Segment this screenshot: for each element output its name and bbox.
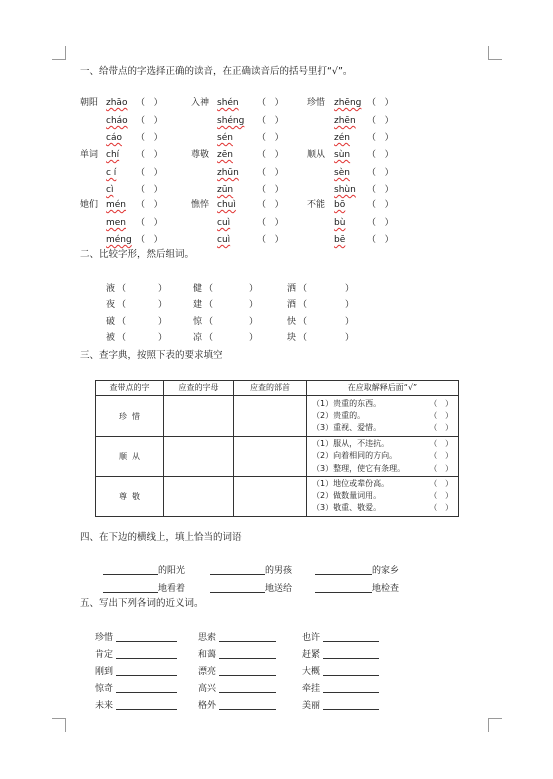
char-compare-item bbox=[106, 299, 168, 311]
answer-blank bbox=[219, 666, 276, 676]
reading-group-5 bbox=[191, 149, 284, 195]
pinyin-option: zūn bbox=[217, 185, 234, 195]
synonym-item bbox=[302, 649, 379, 661]
pinyin-option: chuì bbox=[217, 200, 236, 210]
answer-blank bbox=[116, 683, 177, 693]
char-compare-item bbox=[193, 283, 259, 295]
char-compare-item bbox=[287, 299, 355, 311]
pinyin-option: cuì bbox=[217, 235, 231, 245]
answer-blank bbox=[116, 666, 177, 676]
table-row bbox=[96, 437, 459, 477]
pinyin-option: sùn bbox=[334, 150, 351, 160]
char-compare-item bbox=[106, 283, 168, 295]
word-cell: 顺 从 bbox=[96, 437, 164, 477]
pinyin-option: zén bbox=[334, 133, 350, 143]
answer-parentheses: （ ） bbox=[257, 116, 284, 126]
header-lookup-radical: 应查的部首 bbox=[234, 381, 307, 396]
answer-parentheses: （ ） bbox=[257, 185, 284, 195]
close-paren: ） bbox=[158, 300, 168, 310]
answer-blank bbox=[116, 700, 177, 710]
open-paren: （ bbox=[117, 317, 127, 327]
pinyin-option: zhēn bbox=[334, 116, 356, 126]
source-word: 和蔼 bbox=[198, 650, 217, 660]
close-paren: ） bbox=[345, 317, 355, 327]
target-word: 单词 bbox=[80, 150, 99, 160]
pinyin-option: zhūn bbox=[217, 168, 239, 178]
phrase-suffix: 的家乡 bbox=[372, 566, 400, 576]
fill-phrase bbox=[103, 583, 185, 595]
pinyin-option-row bbox=[191, 167, 284, 179]
reading-group-4 bbox=[80, 149, 163, 195]
reading-group-2 bbox=[191, 97, 284, 143]
synonym-item bbox=[198, 632, 276, 644]
answer-blank bbox=[323, 683, 379, 693]
answer-parentheses: （ ） bbox=[429, 451, 453, 461]
answer-blank bbox=[103, 583, 158, 593]
table-row bbox=[96, 396, 459, 437]
answer-blank bbox=[219, 632, 276, 642]
synonym-item bbox=[302, 700, 379, 712]
meaning-text: （3）敬重、敬爱。 bbox=[312, 503, 382, 513]
answer-parentheses: （ ） bbox=[257, 168, 284, 178]
answer-parentheses: （ ） bbox=[136, 116, 163, 126]
character: 块 bbox=[287, 333, 297, 343]
pinyin-option: mén bbox=[106, 200, 127, 210]
meaning-line bbox=[312, 490, 453, 502]
answer-parentheses: （ ） bbox=[257, 150, 284, 160]
pinyin-option: sèn bbox=[334, 168, 350, 178]
target-word: 入神 bbox=[191, 98, 210, 108]
target-word: 顺从 bbox=[307, 150, 326, 160]
pinyin-option: zēn bbox=[217, 150, 233, 160]
answer-parentheses: （ ） bbox=[429, 439, 453, 448]
open-paren: （ bbox=[117, 333, 127, 343]
answer-parentheses: （ ） bbox=[367, 185, 394, 195]
open-paren: （ bbox=[204, 317, 214, 327]
char-compare-item bbox=[193, 299, 259, 311]
fill-phrase bbox=[210, 565, 292, 577]
close-paren: ） bbox=[249, 284, 259, 294]
dictionary-table bbox=[95, 380, 459, 517]
answer-parentheses: （ ） bbox=[367, 168, 394, 178]
reading-group-6 bbox=[307, 149, 394, 195]
character: 破 bbox=[106, 317, 116, 327]
target-word: 尊敬 bbox=[191, 150, 210, 160]
section-4-heading: 四、在下边的横线上，填上恰当的词语 bbox=[80, 532, 242, 543]
synonym-item bbox=[302, 683, 379, 695]
answer-blank bbox=[323, 649, 379, 659]
answer-parentheses: （ ） bbox=[136, 98, 163, 108]
section-3-heading: 三、查字典，按照下表的要求填空 bbox=[80, 350, 223, 361]
pinyin-option: zhēng bbox=[334, 98, 362, 108]
answer-blank bbox=[323, 700, 379, 710]
answer-parentheses: （ ） bbox=[257, 218, 284, 228]
answer-parentheses: （ ） bbox=[367, 200, 394, 210]
header-lookup-letter: 应查的字母 bbox=[164, 381, 234, 396]
answer-blank bbox=[219, 700, 276, 710]
synonym-item bbox=[302, 632, 379, 644]
reading-group-3 bbox=[307, 97, 394, 143]
answer-parentheses: （ ） bbox=[429, 410, 453, 420]
meaning-line bbox=[312, 398, 453, 410]
character: 凉 bbox=[193, 333, 203, 343]
pinyin-option-row bbox=[191, 132, 284, 144]
source-word: 漂亮 bbox=[198, 667, 217, 677]
pinyin-option-row bbox=[80, 234, 163, 246]
reading-group-1 bbox=[80, 97, 163, 143]
synonym-item bbox=[95, 683, 177, 695]
answer-parentheses: （ ） bbox=[136, 200, 163, 210]
char-compare-item bbox=[287, 283, 355, 295]
synonym-item bbox=[95, 632, 177, 644]
synonym-item bbox=[95, 666, 177, 678]
radical-answer-cell bbox=[234, 437, 307, 477]
char-compare-item bbox=[106, 332, 168, 344]
section-1-heading: 一、给带点的字选择正确的读音，在正确读音后的括号里打“√”。 bbox=[80, 66, 353, 77]
pinyin-option: sén bbox=[217, 133, 233, 143]
answer-blank bbox=[103, 565, 158, 575]
pinyin-option: men bbox=[106, 218, 127, 228]
table-header-row bbox=[96, 381, 459, 396]
char-compare-item bbox=[106, 316, 168, 328]
fill-phrase bbox=[210, 583, 292, 595]
reading-group-9 bbox=[307, 199, 394, 245]
synonym-item bbox=[198, 649, 276, 661]
pinyin-option: chí bbox=[106, 150, 120, 160]
pinyin-option: cáo bbox=[106, 133, 122, 143]
char-compare-item bbox=[287, 316, 355, 328]
table-row bbox=[96, 476, 459, 516]
crop-mark-bottom-left bbox=[52, 718, 66, 732]
fill-phrase bbox=[315, 565, 399, 577]
pinyin-option-row bbox=[307, 184, 394, 196]
answer-parentheses: （ ） bbox=[257, 98, 284, 108]
answer-parentheses: （ ） bbox=[136, 185, 163, 195]
close-paren: ） bbox=[249, 317, 259, 327]
pinyin-option-row bbox=[191, 234, 284, 246]
synonym-item bbox=[302, 666, 379, 678]
pinyin-option: méng bbox=[106, 235, 132, 245]
pinyin-option-row bbox=[80, 132, 163, 144]
meaning-text: （2）贵重的。 bbox=[312, 410, 366, 420]
letter-answer-cell bbox=[164, 396, 234, 437]
open-paren: （ bbox=[298, 300, 308, 310]
pinyin-option: cì bbox=[106, 185, 114, 195]
meanings-cell bbox=[307, 476, 459, 516]
source-word: 未来 bbox=[95, 701, 114, 711]
answer-parentheses: （ ） bbox=[367, 116, 394, 126]
answer-blank bbox=[315, 583, 372, 593]
pinyin-option-row bbox=[80, 184, 163, 196]
target-word: 她们 bbox=[80, 200, 99, 210]
target-word: 珍惜 bbox=[307, 98, 326, 108]
target-word: 不能 bbox=[307, 200, 326, 210]
answer-parentheses: （ ） bbox=[257, 235, 284, 245]
radical-answer-cell bbox=[234, 396, 307, 437]
close-paren: ） bbox=[158, 333, 168, 343]
character: 液 bbox=[106, 284, 116, 294]
open-paren: （ bbox=[298, 284, 308, 294]
meaning-text: （2）向着相同的方向。 bbox=[312, 451, 398, 461]
meanings-cell bbox=[307, 396, 459, 437]
source-word: 刚到 bbox=[95, 667, 114, 677]
answer-parentheses: （ ） bbox=[429, 503, 453, 513]
pinyin-option-row bbox=[307, 167, 394, 179]
meaning-text: （3）重视、爱惜。 bbox=[312, 423, 382, 433]
meanings-cell bbox=[307, 437, 459, 477]
close-paren: ） bbox=[158, 284, 168, 294]
target-word: 憔悴 bbox=[191, 200, 210, 210]
answer-blank bbox=[210, 565, 265, 575]
answer-parentheses: （ ） bbox=[136, 218, 163, 228]
phrase-suffix: 的阳光 bbox=[158, 566, 186, 576]
source-word: 惊奇 bbox=[95, 684, 114, 694]
character: 快 bbox=[287, 317, 297, 327]
pinyin-option: c í bbox=[106, 168, 117, 178]
open-paren: （ bbox=[298, 333, 308, 343]
meaning-line bbox=[312, 478, 453, 490]
phrase-suffix: 地看着 bbox=[158, 584, 186, 594]
character: 健 bbox=[193, 284, 203, 294]
meaning-text: （1）地位或辈份高。 bbox=[312, 478, 390, 488]
character: 惊 bbox=[193, 317, 203, 327]
header-target-character: 查带点的字 bbox=[96, 381, 164, 396]
answer-blank bbox=[219, 683, 276, 693]
meaning-text: （1）服从，不违抗。 bbox=[312, 439, 390, 448]
pinyin-option: zhāo bbox=[106, 98, 128, 108]
source-word: 格外 bbox=[198, 701, 217, 711]
source-word: 珍惜 bbox=[95, 633, 114, 643]
source-word: 思索 bbox=[198, 633, 217, 643]
open-paren: （ bbox=[298, 317, 308, 327]
phrase-suffix: 的男孩 bbox=[265, 566, 293, 576]
source-word: 赶紧 bbox=[302, 650, 321, 660]
pinyin-option-row bbox=[80, 167, 163, 179]
char-compare-item bbox=[193, 332, 259, 344]
pinyin-option: cháo bbox=[106, 116, 128, 126]
target-word: 朝阳 bbox=[80, 98, 99, 108]
reading-group-7 bbox=[80, 199, 163, 245]
answer-parentheses: （ ） bbox=[429, 398, 453, 408]
letter-answer-cell bbox=[164, 437, 234, 477]
close-paren: ） bbox=[345, 284, 355, 294]
pinyin-option-row bbox=[80, 217, 163, 229]
phrase-suffix: 地检查 bbox=[372, 584, 400, 594]
source-word: 大概 bbox=[302, 667, 321, 677]
pinyin-option: bō bbox=[334, 200, 346, 210]
reading-group-8 bbox=[191, 199, 284, 245]
synonym-item bbox=[95, 649, 177, 661]
pinyin-option: shén bbox=[217, 98, 239, 108]
character: 洒 bbox=[287, 284, 297, 294]
answer-blank bbox=[323, 666, 379, 676]
meaning-line bbox=[312, 438, 453, 450]
meaning-text: （3）整理，使它有条理。 bbox=[312, 463, 406, 473]
open-paren: （ bbox=[117, 284, 127, 294]
answer-blank bbox=[323, 632, 379, 642]
crop-mark-top-left bbox=[52, 46, 66, 60]
answer-blank bbox=[116, 632, 177, 642]
answer-parentheses: （ ） bbox=[257, 133, 284, 143]
open-paren: （ bbox=[204, 333, 214, 343]
character: 夜 bbox=[106, 300, 116, 310]
source-word: 美丽 bbox=[302, 701, 321, 711]
synonym-item bbox=[198, 700, 276, 712]
meaning-line bbox=[312, 450, 453, 462]
answer-parentheses: （ ） bbox=[367, 133, 394, 143]
answer-blank bbox=[315, 565, 372, 575]
pinyin-option: bù bbox=[334, 218, 346, 228]
word-cell: 尊 敬 bbox=[96, 476, 164, 516]
pinyin-option-row bbox=[80, 115, 163, 127]
pinyin-option-row bbox=[307, 132, 394, 144]
meaning-line bbox=[312, 410, 453, 422]
character: 酒 bbox=[287, 300, 297, 310]
pinyin-option-row bbox=[307, 234, 394, 246]
synonym-item bbox=[198, 683, 276, 695]
pinyin-option: bē bbox=[334, 235, 346, 245]
answer-parentheses: （ ） bbox=[429, 491, 453, 501]
pinyin-option-row bbox=[307, 217, 394, 229]
close-paren: ） bbox=[249, 300, 259, 310]
answer-parentheses: （ ） bbox=[136, 133, 163, 143]
crop-mark-bottom-right bbox=[488, 718, 502, 732]
phrase-suffix: 地送给 bbox=[265, 584, 293, 594]
pinyin-option-row bbox=[191, 115, 284, 127]
answer-parentheses: （ ） bbox=[429, 423, 453, 433]
pinyin-option-row bbox=[191, 184, 284, 196]
pinyin-option: shùn bbox=[334, 185, 356, 195]
open-paren: （ bbox=[204, 284, 214, 294]
radical-answer-cell bbox=[234, 476, 307, 516]
close-paren: ） bbox=[158, 317, 168, 327]
character: 被 bbox=[106, 333, 116, 343]
answer-parentheses: （ ） bbox=[136, 150, 163, 160]
fill-phrase bbox=[103, 565, 185, 577]
answer-parentheses: （ ） bbox=[429, 478, 453, 488]
pinyin-option: shéng bbox=[217, 116, 245, 126]
answer-parentheses: （ ） bbox=[136, 168, 163, 178]
close-paren: ） bbox=[249, 333, 259, 343]
meaning-text: （2）做数量词用。 bbox=[312, 491, 382, 501]
answer-parentheses: （ ） bbox=[367, 98, 394, 108]
answer-blank bbox=[219, 649, 276, 659]
section-2-heading: 二、比较字形，然后组词。 bbox=[80, 249, 195, 260]
pinyin-option-row bbox=[191, 217, 284, 229]
answer-parentheses: （ ） bbox=[367, 235, 394, 245]
synonym-item bbox=[198, 666, 276, 678]
letter-answer-cell bbox=[164, 476, 234, 516]
crop-mark-top-right bbox=[488, 46, 502, 60]
source-word: 高兴 bbox=[198, 684, 217, 694]
pinyin-option: cuì bbox=[217, 218, 231, 228]
section-5-heading: 五、写出下列各词的近义词。 bbox=[80, 598, 204, 609]
close-paren: ） bbox=[345, 300, 355, 310]
source-word: 肯定 bbox=[95, 650, 114, 660]
word-cell: 珍 惜 bbox=[96, 396, 164, 437]
pinyin-option-row bbox=[307, 115, 394, 127]
source-word: 也许 bbox=[302, 633, 321, 643]
fill-phrase bbox=[315, 583, 399, 595]
header-meaning-choice: 在应取解释后面“√” bbox=[307, 381, 459, 396]
char-compare-item bbox=[193, 316, 259, 328]
meaning-line bbox=[312, 422, 453, 434]
meaning-line bbox=[312, 502, 453, 514]
answer-blank bbox=[116, 649, 177, 659]
answer-parentheses: （ ） bbox=[367, 218, 394, 228]
character: 建 bbox=[193, 300, 203, 310]
source-word: 牵挂 bbox=[302, 684, 321, 694]
answer-blank bbox=[210, 583, 265, 593]
open-paren: （ bbox=[204, 300, 214, 310]
meaning-text: （1）贵重的东西。 bbox=[312, 398, 382, 408]
answer-parentheses: （ ） bbox=[429, 463, 453, 473]
answer-parentheses: （ ） bbox=[136, 235, 163, 245]
close-paren: ） bbox=[345, 333, 355, 343]
answer-parentheses: （ ） bbox=[367, 150, 394, 160]
answer-parentheses: （ ） bbox=[257, 200, 284, 210]
char-compare-item bbox=[287, 332, 355, 344]
meaning-line bbox=[312, 463, 453, 475]
open-paren: （ bbox=[117, 300, 127, 310]
synonym-item bbox=[95, 700, 177, 712]
